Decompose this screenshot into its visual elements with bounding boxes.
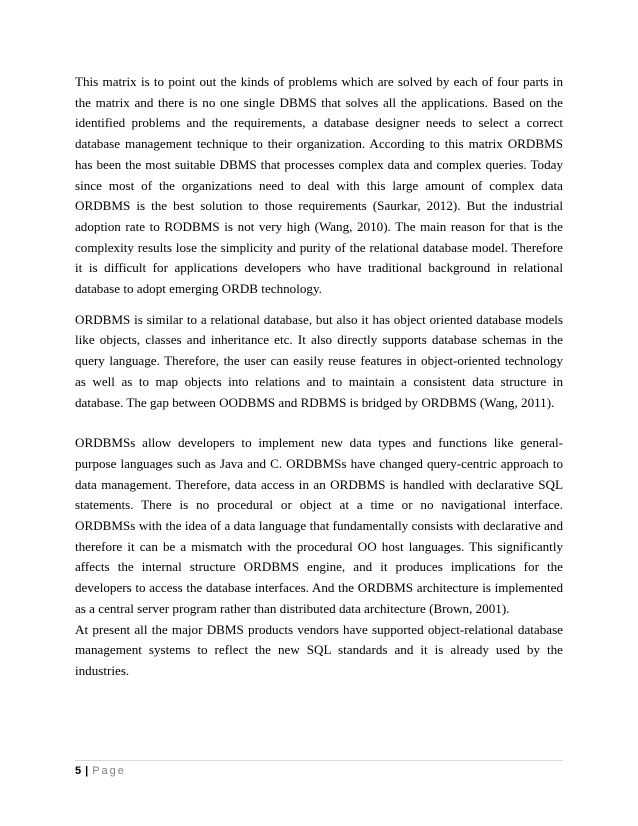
page-label: Page [92,765,126,777]
footer-divider [75,760,563,761]
footer-separator: | [85,765,89,777]
paragraph-2: ORDBMS is similar to a relational database, but also it has object oriented database models like objects, classes and inheritance etc. It also directly supports database schemas in the query language. Therefore, the user can easily reuse features in object-oriented technology as well as to map objects into relations and to maintain a consistent data structure in database. The gap between OODBMS and RDBMS is bridged by ORDBMS (Wang, 2011). [75,311,563,410]
paragraph-4: At present all the major DBMS products vendors have supported object-relational database management systems to reflect the new SQL standards and it is already used by the industries. [75,621,563,678]
page-footer [75,764,126,778]
page-body [75,72,563,682]
paragraph-1: This matrix is to point out the kinds of problems which are solved by each of four parts in the matrix and there is no one single DBMS that solves all the applications. Based on the identified problems and the requirements, a database designer needs to select a correct database management technique to their organization. According to this matrix ORDBMS has been the most suitable DBMS that processes complex data and complex queries. Today since most of the organizations need to deal with this large amount of complex data ORDBMS is the best solution to those requirements (Saurkar, 2012). But the industrial adoption rate to RODBMS is not very high (Wang, 2010). The main reason for that is the complexity results lose the simplicity and purity of the relational database model. Therefore it is difficult for applications developers who have traditional background in relational database to adopt emerging ORDB technology. [75,74,563,297]
paragraph-3: ORDBMSs allow developers to implement new data types and functions like general-purpose languages such as Java and C. ORDBMSs have changed query-centric approach to data management. Therefore, data access in an ORDBMS is handled with declarative SQL statements. There is no procedural or object at a time or no navigational interface. ORDBMSs with the idea of a data language that fundamentally consists with declarative and therefore it can be a mismatch with the procedural OO host languages. This significantly affects the internal structure ORDBMS engine, and it produces implications for the developers to access the database interfaces. And the ORDBMS architecture is implemented as a central server program rather than distributed data architecture (Brown, 2001). [75,435,563,616]
page-number: 5 [75,765,82,777]
